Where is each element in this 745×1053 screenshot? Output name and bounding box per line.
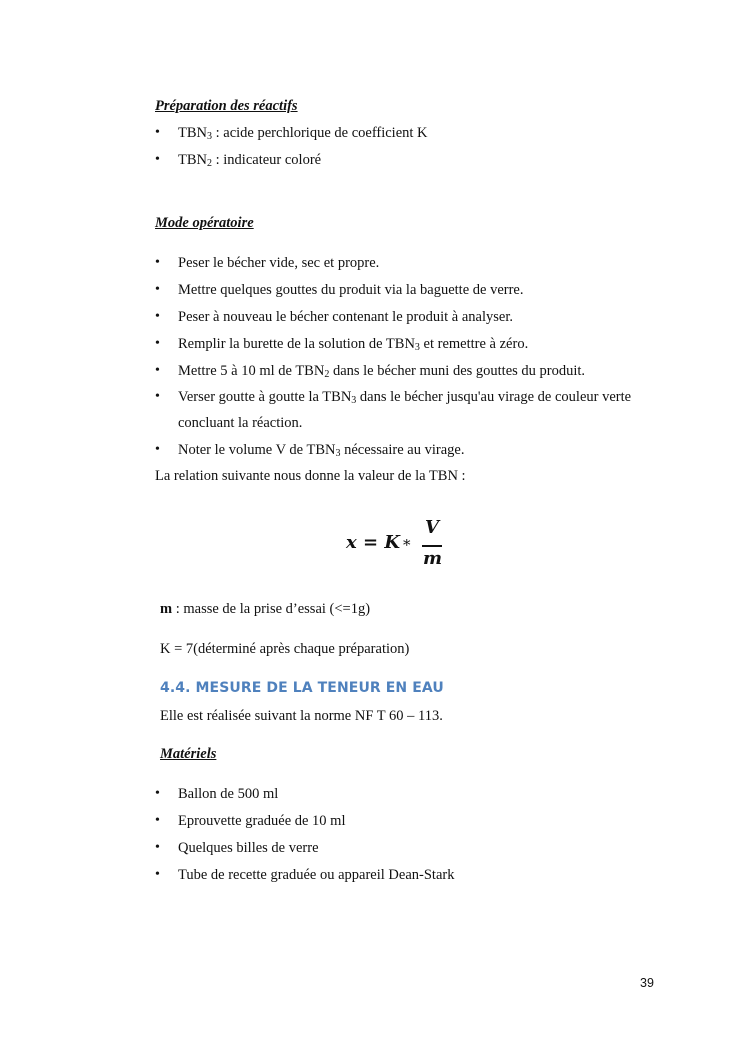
bullet-icon: • xyxy=(155,813,160,828)
formula-numerator: V xyxy=(425,517,439,538)
bullet-icon: • xyxy=(155,363,160,378)
m-definition: m : masse de la prise d’essai (<=1g) xyxy=(160,601,371,617)
bullet-icon: • xyxy=(155,309,160,324)
procedure-heading: Mode opératoire xyxy=(155,215,254,231)
bullet-icon: • xyxy=(155,442,160,457)
section-title: 4.4. MESURE DE LA TENEUR EN EAU xyxy=(160,680,444,696)
page-number: 39 xyxy=(640,976,654,990)
list-item-continuation: concluant la réaction. xyxy=(178,415,303,431)
formula-operator: * xyxy=(403,536,411,554)
bullet-icon: • xyxy=(155,867,160,882)
section-intro: Elle est réalisée suivant la norme NF T 60 – 113. xyxy=(160,708,443,724)
bullet-icon: • xyxy=(155,152,160,167)
bullet-icon: • xyxy=(155,336,160,351)
k-definition: K = 7(déterminé après chaque préparation) xyxy=(160,641,410,657)
bullet-icon: • xyxy=(155,125,160,140)
bullet-icon: • xyxy=(155,255,160,270)
bullet-icon: • xyxy=(155,389,160,404)
reagents-heading: Préparation des réactifs xyxy=(155,98,298,114)
relation-intro: La relation suivante nous donne la valeur de la TBN : xyxy=(155,468,466,484)
fraction-bar xyxy=(422,545,442,547)
bullet-icon: • xyxy=(155,282,160,297)
formula-denominator: m xyxy=(423,548,443,569)
bullet-icon: • xyxy=(155,786,160,801)
bullet-icon: • xyxy=(155,840,160,855)
materials-heading: Matériels xyxy=(160,746,217,762)
formula-lhs: x = K xyxy=(346,532,400,553)
